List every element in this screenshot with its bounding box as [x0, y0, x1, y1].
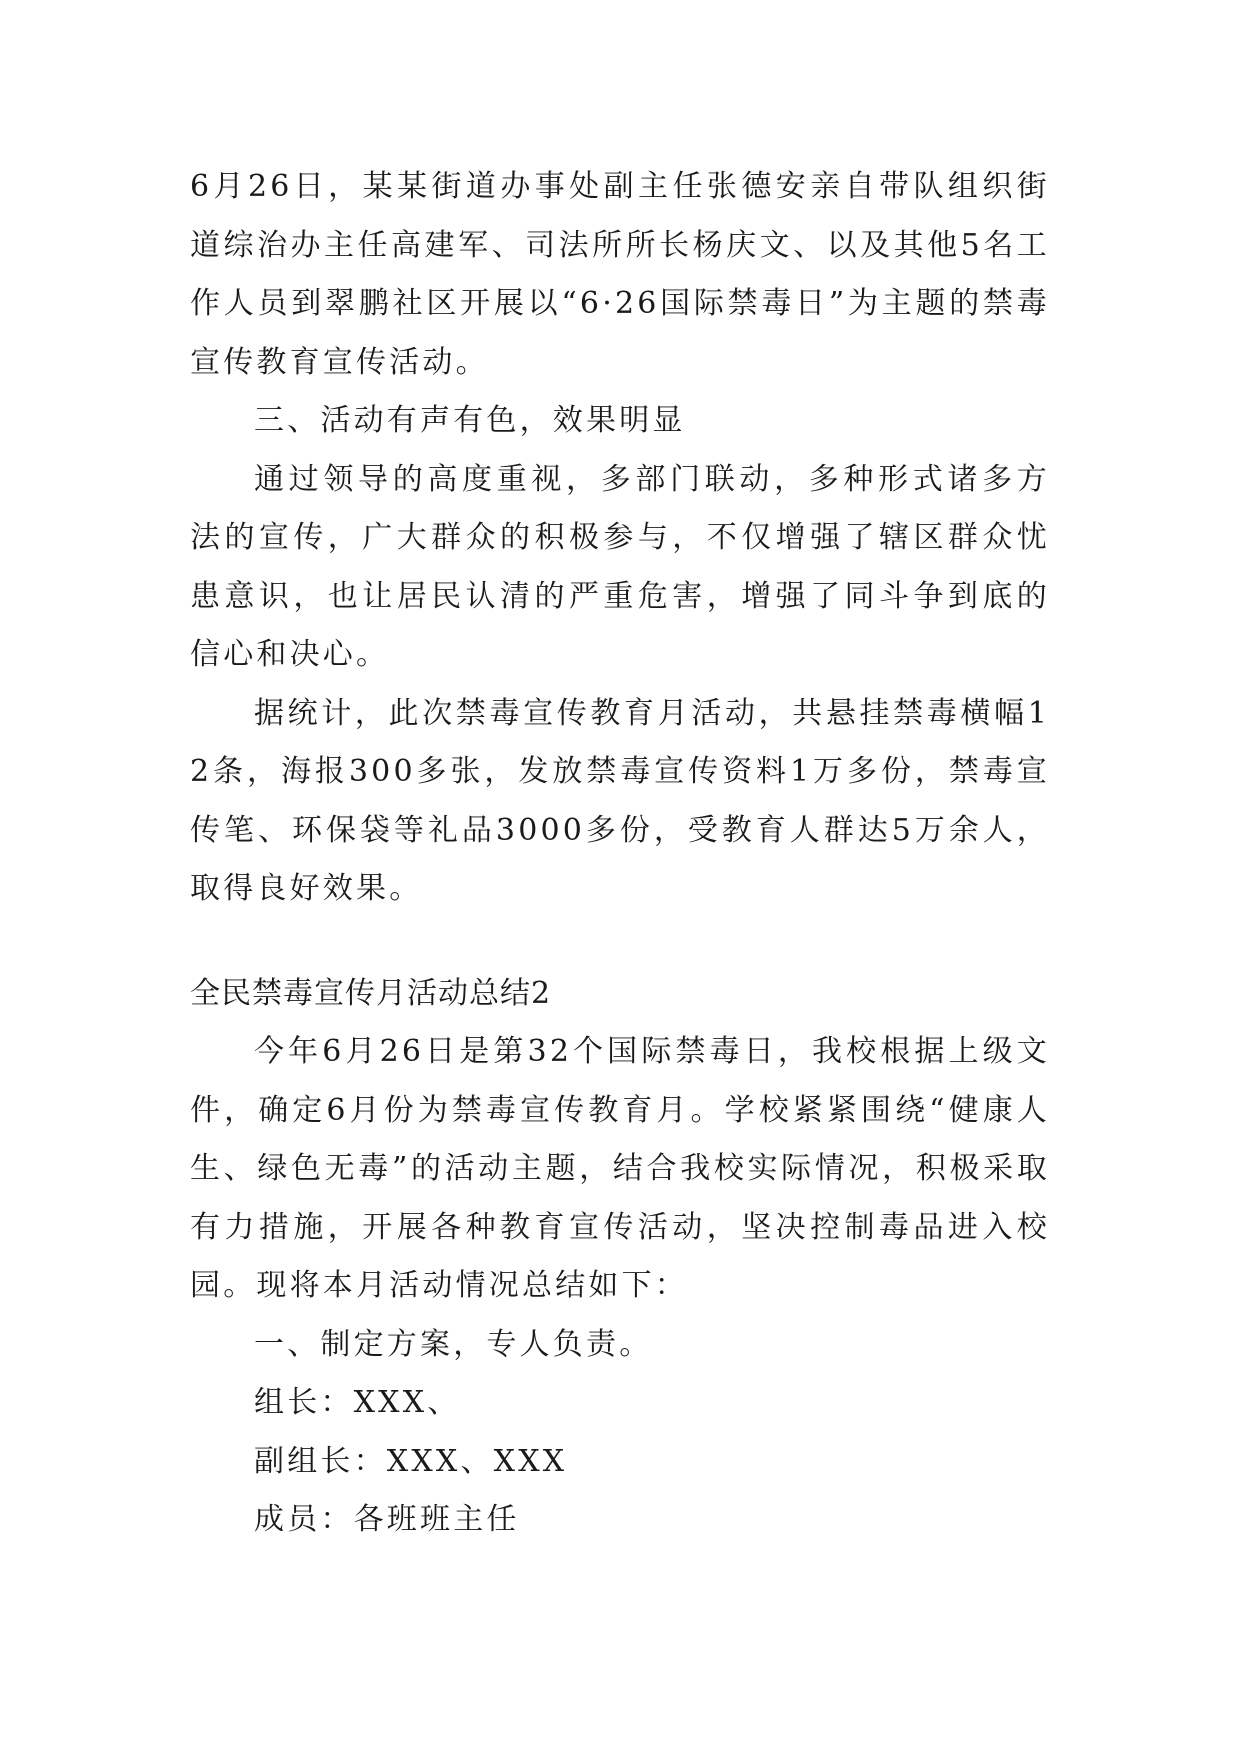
section-spacer — [190, 919, 1050, 965]
members-line: 成员：各班班主任 — [254, 1502, 520, 1537]
document-title-summary-2: 全民禁毒宣传月活动总结2 — [190, 975, 552, 1011]
document-body — [190, 158, 1050, 1550]
paragraph-introduction: 今年6月26日是第32个国际禁毒日，我校根据上级文件，确定6月份为禁毒宣传教育月。学校紧紧围绕“健康人生、绿色无毒”的活动主题，结合我校实际情况，积极采取有力措施，开展各种教育宣传活动，坚决控制毒品进入校园。现将本月活动情况总结如下： — [190, 1034, 1050, 1303]
team-leader-line: 组长：XXX、 — [254, 1385, 461, 1420]
section-heading-results: 三、活动有声有色，效果明显 — [254, 403, 686, 438]
paragraph-results: 通过领导的高度重视，多部门联动，多种形式诸多方法的宣传，广大群众的积极参与，不仅增强了辖区群众忧患意识，也让居民认清的严重危害，增强了同斗争到底的信心和决心。 — [190, 461, 1050, 672]
paragraph-statistics: 据统计，此次禁毒宣传教育月活动，共悬挂禁毒横幅12条，海报300多张，发放禁毒宣传资料1万多份，禁毒宣传笔、环保袋等礼品3000多份，受教育人群达5万余人，取得良好效果。 — [190, 695, 1050, 906]
deputy-leader-line: 副组长：XXX、XXX — [254, 1443, 568, 1479]
section-heading-plan: 一、制定方案，专人负责。 — [254, 1326, 653, 1362]
paragraph-activity-description: 6月26日，某某街道办事处副主任张德安亲自带队组织街道综治办主任高建军、司法所所长杨庆文、以及其他5名工作人员到翠鹏社区开展以“6·26国际禁毒日”为主题的禁毒宣传教育宣传活动。 — [190, 169, 1050, 380]
